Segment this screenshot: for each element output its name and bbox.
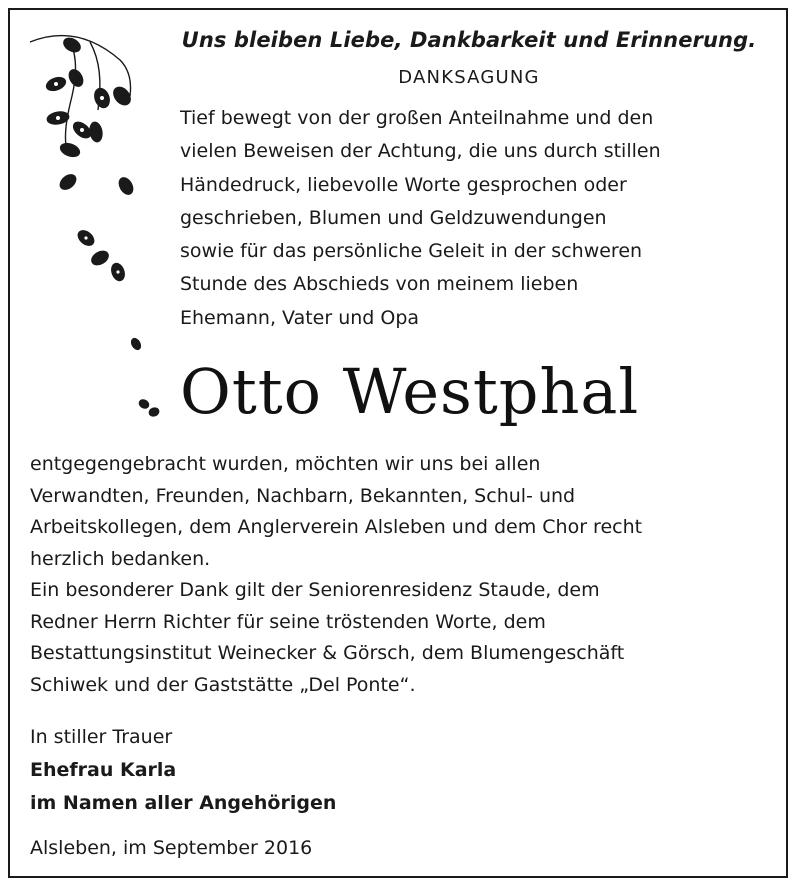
intro-line: Händedruck, liebevolle Worte gesprochen oder: [180, 173, 627, 196]
thanks-paragraph: [30, 449, 790, 575]
closing-line: In stiller Trauer: [30, 726, 173, 748]
special-thanks-line: Schiwek und der Gaststätte „Del Ponte“.: [30, 673, 416, 696]
intro-line: vielen Beweisen der Achtung, die uns durch stillen: [180, 140, 661, 163]
place-date: Alsleben, im September 2016: [30, 837, 313, 859]
intro-line: Ehemann, Vater und Opa: [180, 306, 420, 329]
closing-block: [30, 721, 336, 820]
signer-family: im Namen aller Angehörigen: [30, 792, 337, 814]
intro-line: geschrieben, Blumen und Geldzuwendungen: [180, 206, 607, 229]
falling-leaves-icon: [20, 20, 170, 430]
special-thanks-line: Ein besonderer Dank gilt der Seniorenresidenz Staude, dem: [30, 579, 600, 601]
intro-line: Stunde des Abschieds von meinem lieben: [180, 273, 579, 296]
intro-line: sowie für das persönliche Geleit in der schweren: [180, 240, 643, 263]
thanks-line: Verwandten, Freunden, Nachbarn, Bekannten, Schul- und: [30, 484, 576, 507]
heading: DANKSAGUNG: [398, 67, 540, 88]
intro-text: [180, 102, 780, 335]
thanks-line: herzlich bedanken.: [30, 547, 211, 570]
special-thanks-line: Redner Herrn Richter für seine tröstenden Worte, dem: [30, 610, 546, 633]
intro-line: Tief bewegt von der großen Anteilnahme und den: [180, 107, 654, 129]
thanks-line: Arbeitskollegen, dem Anglerverein Alsleben und dem Chor recht: [30, 516, 643, 538]
special-thanks-paragraph: [30, 575, 790, 701]
deceased-name: Otto Westphal: [180, 355, 640, 428]
signer-name: Ehefrau Karla: [30, 759, 177, 781]
thanks-line: entgegengebracht wurden, möchten wir uns bei allen: [30, 453, 541, 475]
special-thanks-line: Bestattungsinstitut Weinecker & Görsch, dem Blumengeschäft: [30, 642, 625, 664]
motto: Uns bleiben Liebe, Dankbarkeit und Erinnerung.: [181, 28, 757, 52]
